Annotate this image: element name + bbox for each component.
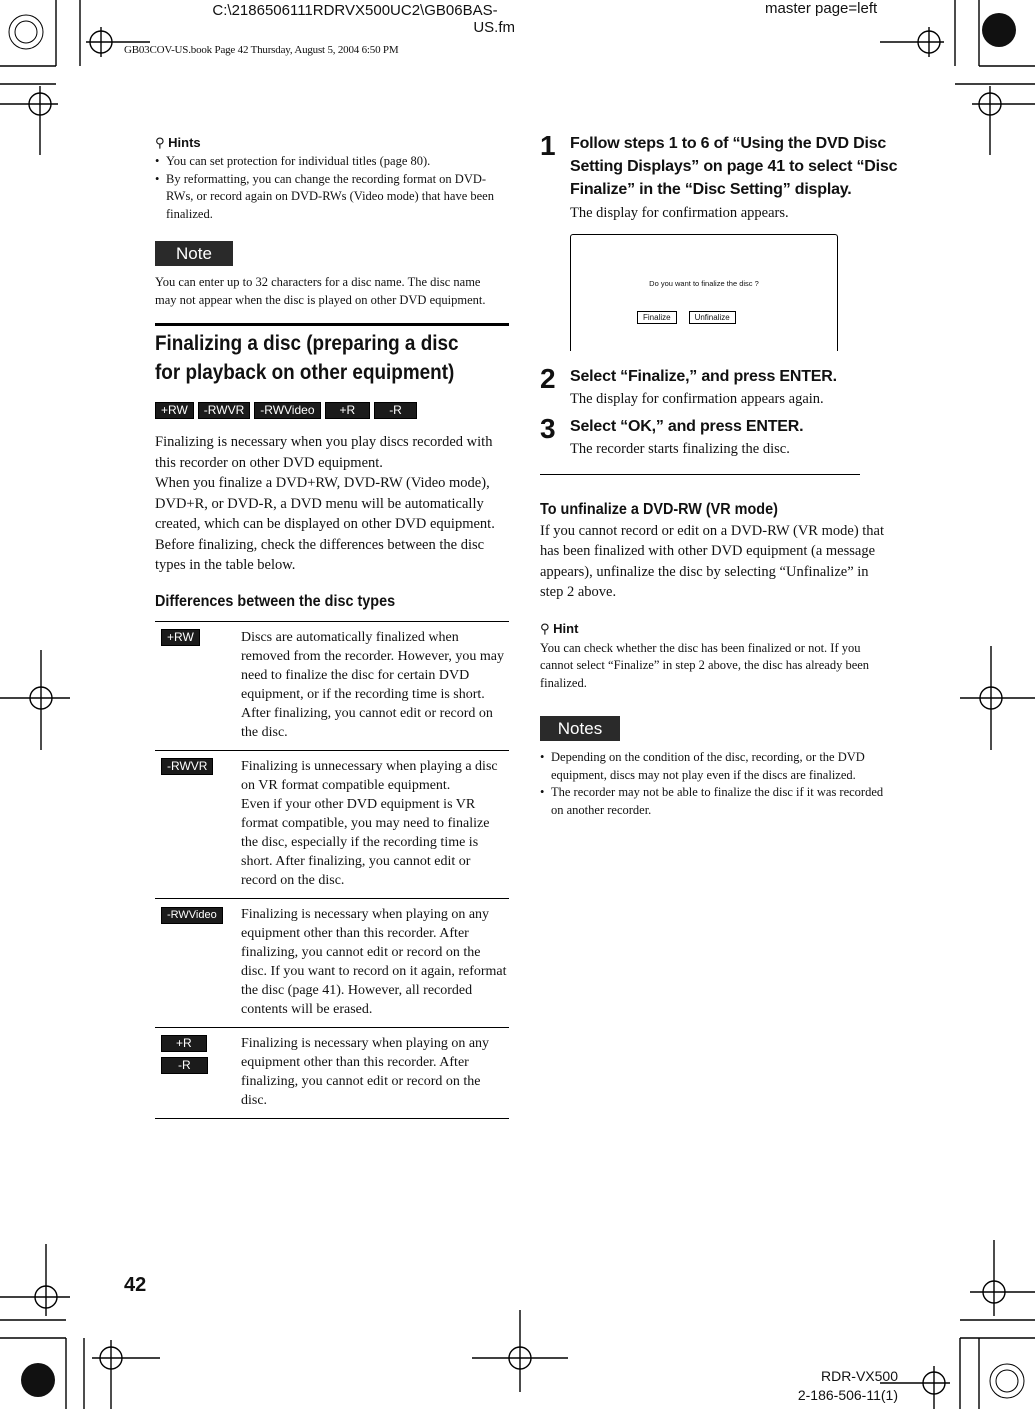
dialog-buttons (637, 307, 736, 325)
intro-text (155, 432, 507, 576)
master-page-label: master page=left (765, 0, 878, 17)
section-title-line2: for playback on other equipment) (155, 361, 455, 384)
note-item: • Depending on the condition of the disc, recording, or the DVD equipment, discs may not play even if the discs are finalized. (540, 749, 890, 784)
badge-plus-r: +R (161, 1035, 207, 1052)
table-cell-badge (155, 1027, 241, 1118)
intro-paragraph-3: Before finalizing, check the differences between the disc types in the table below. (155, 536, 485, 573)
table-cell-text: Finalizing is necessary when playing on any equipment other than this recorder. After finalizing, you cannot edit or record on the disc. (241, 1027, 509, 1118)
badge-minus-r: -R (374, 402, 417, 419)
lightbulb-icon: ⚲ (540, 620, 550, 636)
unfinalize-title: To unfinalize a DVD-RW (VR mode) (540, 500, 778, 518)
diff-heading: Differences between the disc types (155, 592, 396, 610)
model-info (778, 1367, 898, 1405)
divider (540, 474, 860, 475)
badge-plus-rw: +RW (155, 402, 194, 419)
file-path (190, 2, 520, 36)
badge-plus-rw: +RW (161, 629, 200, 646)
file-path-line2: US.fm (473, 19, 515, 36)
unfinalize-button[interactable]: Unfinalize (689, 311, 736, 324)
table-row (155, 1027, 509, 1118)
badge-rw-vr: -RWVR (161, 758, 213, 775)
hint-title: Hint (553, 620, 579, 636)
note-label: Note (155, 241, 233, 266)
table-cell-badge (155, 621, 241, 750)
left-column (155, 133, 510, 1119)
hint-item: • By reformatting, you can change the recording format on DVD-RWs, or record again on DVD-RWs (Video mode) that have been finalized. (155, 171, 510, 224)
intro-paragraph-2: When you finalize a DVD+RW, DVD-RW (Video mode), DVD+R, or DVD-R, a DVD menu will be automatically created, which can be displayed on other DVD equipment. (155, 475, 495, 532)
section-rule (155, 323, 509, 326)
notes-list (540, 749, 890, 819)
lightbulb-icon: ⚲ (155, 135, 165, 150)
diff-table (155, 621, 509, 1119)
table-row (155, 750, 509, 898)
hint-item: • You can set protection for individual titles (page 80). (155, 153, 510, 171)
step-2-text: The display for confirmation appears again. (570, 390, 824, 407)
dialog-question: Do you want to finalize the disc ? (649, 278, 759, 288)
step-2-number: 2 (540, 362, 556, 394)
intro-paragraph-1: Finalizing is necessary when you play discs recorded with this recorder on other DVD equipment. (155, 434, 493, 471)
table-row (155, 621, 509, 750)
book-info: GB03COV-US.book Page 42 Thursday, August 5, 2004 6:50 PM (124, 44, 399, 56)
model-number: RDR-VX500 (820, 1368, 898, 1384)
badge-rw-vr: -RWVR (198, 402, 250, 419)
hints-list (155, 153, 510, 223)
table-row (155, 898, 509, 1027)
hints-title: Hints (168, 135, 201, 150)
step-1 (540, 132, 900, 224)
table-cell-badge (155, 898, 241, 1027)
step-3-title: Select “OK,” and press ENTER. (570, 418, 804, 435)
file-path-line1: C:\2186506111RDRVX500UC2\GB06BAS- (212, 2, 498, 19)
hints-block (155, 133, 510, 223)
page-number: 42 (124, 1274, 147, 1296)
right-column (540, 126, 900, 819)
part-code: 2-186-506-11(1) (797, 1387, 898, 1403)
step-3-text: The recorder starts finalizing the disc. (570, 441, 790, 457)
finalize-button[interactable]: Finalize (637, 311, 677, 324)
badge-rw-video: -RWVideo (161, 907, 223, 924)
hint-header (540, 619, 900, 639)
notes-label: Notes (540, 716, 620, 741)
note-text: You can enter up to 32 characters for a disc name. The disc name may not appear when the disc is played on other DVD equipment. (155, 275, 486, 307)
step-1-number: 1 (540, 130, 556, 161)
step-2-title: Select “Finalize,” and press ENTER. (570, 367, 837, 385)
badge-plus-r: +R (325, 402, 371, 419)
table-cell-badge (155, 750, 241, 898)
step-1-text: The display for confirmation appears. (570, 205, 789, 221)
finalize-dialog (570, 234, 838, 351)
badge-minus-r: -R (161, 1057, 208, 1074)
step-1-title: Follow steps 1 to 6 of “Using the DVD Disc Setting Displays” on page 41 to select “Disc Finalize” in the “Disc Setting” display. (570, 135, 898, 198)
table-cell-text: Finalizing is necessary when playing on any equipment other than this recorder. After finalizing, you cannot edit or record on the disc. If you want to record on it again, reformat the disc (page 41). However, all recorded contents will be erased. (241, 898, 509, 1027)
hint-text: You can check whether the disc has been finalized or not. If you cannot select “Finalize” in step 2 above, the disc has already been finalized. (540, 640, 870, 690)
section-title-line1: Finalizing a disc (preparing a disc (155, 332, 459, 355)
step-3 (540, 415, 900, 460)
table-cell-text: Discs are automatically finalized when removed from the recorder. However, you may need to finalize the disc for certain DVD equipment, or if the recording time is short. After finalizing, you cannot edit or record on the disc. (241, 621, 509, 750)
table-cell-text: Finalizing is unnecessary when playing a disc on VR format compatible equipment. Even if your other DVD equipment is VR format compatible, you may need to finalize the disc, especially if the recording time is short. After finalizing, you cannot edit or record on the disc. (241, 750, 509, 898)
note-item: • The recorder may not be able to finalize the disc if it was recorded on another recorder. (540, 784, 890, 819)
step-2 (540, 362, 900, 410)
step-3-number: 3 (540, 413, 556, 444)
unfinalize-text: If you cannot record or edit on a DVD-RW (VR mode) that has been finalized with other DVD equipment (a message appears), unfinalize the disc by selecting “Unfinalize” in step 2 above. (540, 522, 885, 600)
badge-rw-video: -RWVideo (254, 402, 320, 419)
disc-type-badges (155, 401, 510, 419)
section-title (155, 329, 515, 387)
